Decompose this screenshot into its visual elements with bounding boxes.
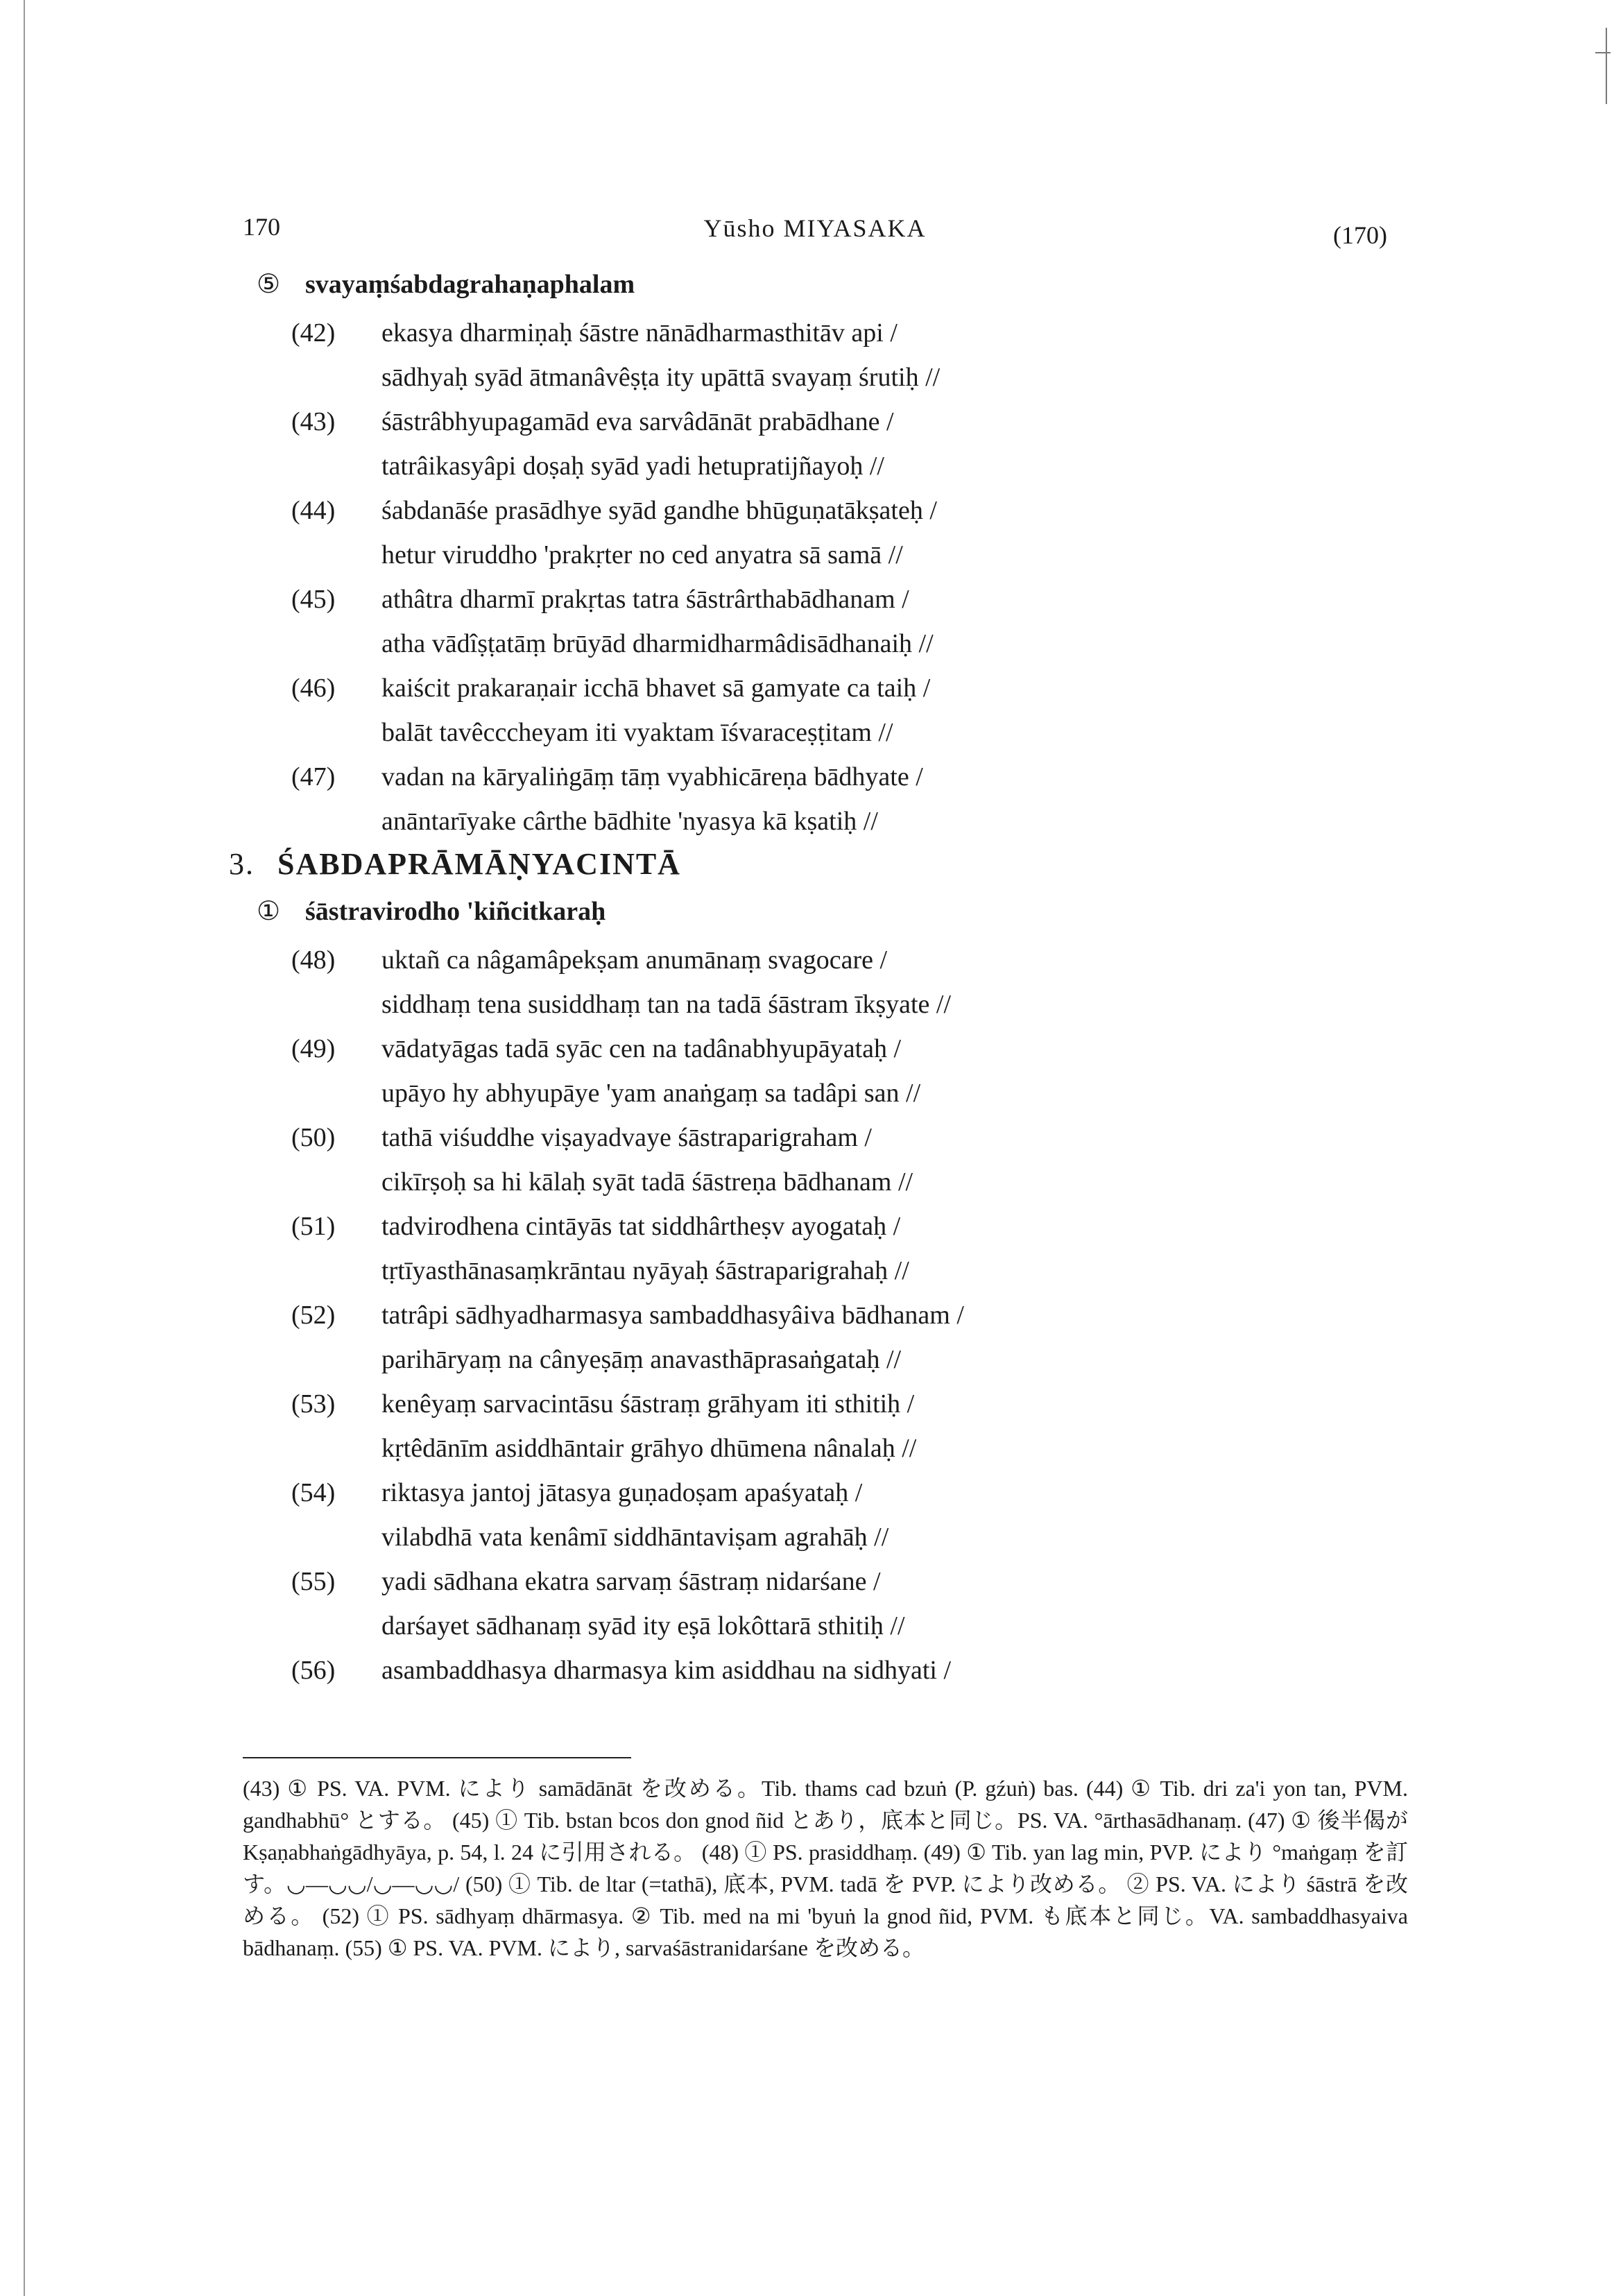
verse-line-1: vadan na kāryaliṅgāṃ tāṃ vyabhicāreṇa bādhyate / [381,762,923,791]
verse-number: (50) [291,1123,336,1152]
scan-mark [1595,52,1611,53]
section-heading [257,264,1408,305]
section-title: svayaṃśabdagrahaṇaphalam [305,270,635,299]
verse-line-2: vilabdhā vata kenâmī siddhāntaviṣam agrahāḥ // [381,1523,889,1552]
verse [291,1115,1408,1204]
section-marker: 3. [229,847,255,881]
section-marker: ① [257,897,281,926]
verse [291,1471,1408,1559]
verse-line-1: kenêyaṃ sarvacintāsu śāstraṃ grāhyam iti sthitiḥ / [381,1389,915,1419]
verse-line-1: ekasya dharmiṇaḥ śāstre nānādharmasthitāv api / [381,318,898,348]
verse-number: (46) [291,674,336,703]
verse-number: (56) [291,1656,336,1685]
verse-line-2: parihāryaṃ na cânyeṣāṃ anavasthāprasaṅgataḥ // [381,1345,902,1374]
verse [291,1648,1408,1693]
verse-line-2: siddhaṃ tena susiddhaṃ tan na tadā śāstram īkṣyate // [381,990,952,1019]
verse-line-2: sādhyaḥ syād ātmanâvêṣṭa ity upāttā svayaṃ śrutiḥ // [381,363,941,392]
verse-number: (53) [291,1389,336,1419]
verse [291,1382,1408,1471]
verse-line-1: vādatyāgas tadā syāc cen na tadânabhyupāyataḥ / [381,1034,902,1063]
verse [291,666,1408,755]
verse [291,1027,1408,1115]
verse-number: (45) [291,585,336,614]
verse-number: (48) [291,945,336,975]
verse-line-1: riktasya jantoj jātasya guṇadoṣam apaśyataḥ / [381,1478,863,1507]
page-margin-line [24,0,25,2296]
verse-line-2: cikīrṣoḥ sa hi kālaḥ syāt tadā śāstreṇa bādhanam // [381,1167,913,1197]
verse-number: (42) [291,318,336,348]
footnotes: (43) ① PS. VA. PVM. により samādānāt を改める。Tib. thams cad bzuṅ (P. gźuṅ) bas. (44) ① Tib. dri za'i yon tan, PVM. gandhabhū° とする。 (45) ① Tib. bstan bcos don gnod ñid とあり，底本と同じ。PS. VA. °ārthasādhanaṃ. (47) ① 後半偈が Kṣaṇabhaṅgādhyāya, p. 54, l. 24 に引用される。 (48) ① PS. prasiddhaṃ. (49) ① Tib. yan lag min, PVP. により °maṅgaṃ を訂す。◡—◡◡/◡—◡◡/ (50) ① Tib. de ltar (=tathā), 底本, PVM. tadā を PVP. により改める。 ② PS. VA. により śāstrā を改める。 (52) ① PS. sādhyaṃ dhārmasya. ② Tib. med na mi 'byuṅ la gnod ñid, PVM. も底本と同じ。VA. sambaddhasyaiva bādhanaṃ. (55) ① PS. VA. PVM. により, sarvaśāstranidarśane を改める。 [243,1776,1408,1960]
verse-line-1: uktañ ca nâgamâpekṣam anumānaṃ svagocare / [381,945,888,975]
verse-line-1: śāstrâbhyupagamād eva sarvâdānāt prabādhane / [381,407,894,436]
verse-line-1: tatrâpi sādhyadharmasya sambaddhasyâiva bādhanam / [381,1301,964,1330]
verse-line-1: athâtra dharmī prakṛtas tatra śāstrârthabādhanam / [381,585,909,614]
verse-number: (55) [291,1567,336,1596]
verse-number: (52) [291,1301,336,1330]
verse-line-2: anāntarīyake cârthe bādhite 'nyasya kā kṣatiḥ // [381,807,878,836]
section-title: śāstravirodho 'kiñcitkaraḥ [305,897,606,926]
page-number-right: (170) [1333,221,1387,249]
author-name: Yūsho MIYASAKA [703,214,927,242]
verse-line-1: tadvirodhena cintāyās tat siddhârtheṣv ayogataḥ / [381,1212,901,1241]
verse-number: (49) [291,1034,336,1063]
verse [291,1559,1408,1648]
verse-line-2: tṛtīyasthānasaṃkrāntau nyāyaḥ śāstraparigrahaḥ // [381,1256,909,1285]
verse-number: (44) [291,496,336,525]
verse-line-1: tathā viśuddhe viṣayadvaye śāstraparigraham / [381,1123,872,1152]
verse-line-2: darśayet sādhanaṃ syād ity eṣā lokôttarā sthitiḥ // [381,1611,905,1640]
footnote-rule [243,1757,631,1758]
verse [291,577,1408,666]
verse [291,755,1408,843]
verse-line-2: kṛtêdānīm asiddhāntair grāhyo dhūmena nânalaḥ // [381,1434,917,1463]
verse-line-2: upāyo hy abhyupāye 'yam anaṅgaṃ sa tadâpi san // [381,1079,921,1108]
verse [291,1293,1408,1382]
page-header [243,207,1387,248]
verse-number: (47) [291,762,336,791]
verse-number: (51) [291,1212,336,1241]
verse-number: (43) [291,407,336,436]
verse [291,488,1408,577]
section-marker: ⑤ [257,270,281,299]
verse [291,311,1408,400]
verse [291,400,1408,488]
chapter-heading [229,843,1408,885]
verse-number: (54) [291,1478,336,1507]
verse-line-1: śabdanāśe prasādhye syād gandhe bhūguṇatākṣateḥ / [381,496,937,525]
verse-body [229,264,1408,1693]
section-title: ŚABDAPRĀMĀṆYACINTĀ [277,847,681,881]
verse-line-2: atha vādîṣṭatāṃ brūyād dharmidharmâdisādhanaiḥ // [381,629,934,658]
verse-line-2: balāt tavêcccheyam iti vyaktam īśvaraceṣṭitam // [381,718,893,747]
verse-line-1: asambaddhasya dharmasya kim asiddhau na sidhyati / [381,1656,952,1685]
verse-line-2: tatrâikasyâpi doṣaḥ syād yadi hetupratijñayoḥ // [381,452,884,481]
verse [291,1204,1408,1293]
section-heading [257,891,1408,932]
verse-line-2: hetur viruddho 'prakṛter no ced anyatra sā samā // [381,540,903,569]
verse-line-1: kaiścit prakaraṇair icchā bhavet sā gamyate ca taiḥ / [381,674,931,703]
page-number-left: 170 [243,213,280,241]
verse-line-1: yadi sādhana ekatra sarvaṃ śāstraṃ nidarśane / [381,1567,881,1596]
scan-mark [1606,28,1607,104]
verse [291,938,1408,1027]
